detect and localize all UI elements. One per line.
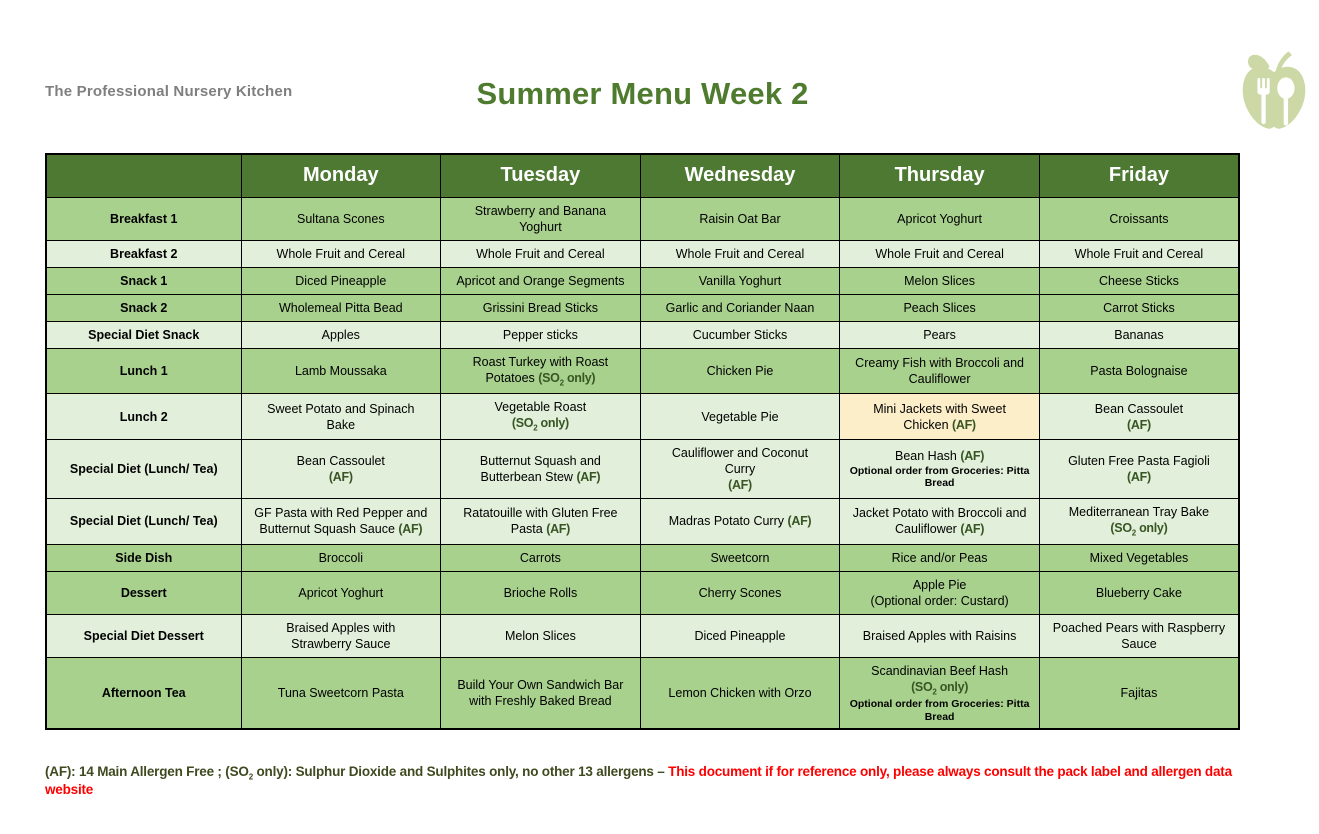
optional-order-note: Optional order from Groceries: Pitta Bread xyxy=(849,465,1030,490)
menu-cell: Pears xyxy=(840,321,1040,348)
row-label: Snack 2 xyxy=(46,294,241,321)
allergen-free-tag: (AF) xyxy=(960,522,985,537)
menu-cell: Carrots xyxy=(441,544,641,571)
allergen-free-tag: (AF) xyxy=(1127,417,1151,432)
menu-cell: Diced Pineapple xyxy=(640,614,840,657)
allergen-key-text: (AF): 14 Main Allergen Free ; ($SO_2$ only): Sulphur Dioxide and Sulphites only, no other 13 allergens – xyxy=(45,764,669,782)
so2-only-tag: ($SO_2$ only) xyxy=(1110,520,1168,538)
menu-table xyxy=(45,153,1240,730)
allergen-free-tag: (AF) xyxy=(960,449,985,464)
menu-cell: Cherry Scones xyxy=(640,571,840,614)
menu-cell: Tuna Sweetcorn Pasta xyxy=(241,657,441,728)
allergen-free-tag: (AF) xyxy=(1127,469,1151,484)
so2-only-tag: ($SO_2$ only) xyxy=(538,370,596,387)
menu-cell: Madras Potato Curry (AF) xyxy=(640,498,840,544)
menu-table-header xyxy=(46,154,1239,197)
allergen-free-tag: (AF) xyxy=(952,417,976,432)
optional-order-note: Optional order from Groceries: Pitta Bread xyxy=(849,698,1030,723)
day-header-tuesday: Tuesday xyxy=(441,154,641,197)
menu-cell: Fajitas xyxy=(1039,657,1239,728)
row-label: Breakfast 1 xyxy=(46,197,241,240)
menu-cell: Creamy Fish with Broccoli and Cauliflower xyxy=(840,348,1040,394)
menu-cell: Jacket Potato with Broccoli and Cauliflower (AF) xyxy=(840,498,1040,544)
menu-cell: Melon Slices xyxy=(840,267,1040,294)
menu-cell: Carrot Sticks xyxy=(1039,294,1239,321)
menu-cell: GF Pasta with Red Pepper and Butternut Squash Sauce (AF) xyxy=(241,498,441,544)
allergen-free-tag: (AF) xyxy=(546,522,570,537)
menu-cell: Butternut Squash and Butterbean Stew (AF) xyxy=(441,439,641,498)
allergen-free-tag: (AF) xyxy=(787,514,812,529)
menu-row xyxy=(46,657,1239,728)
menu-cell: Mediterranean Tray Bake ($SO_2$ only) xyxy=(1039,498,1239,544)
row-label: Special Diet Snack xyxy=(46,321,241,348)
menu-cell: Sweetcorn xyxy=(640,544,840,571)
allergen-free-tag: (AF) xyxy=(576,469,601,484)
menu-cell: Sweet Potato and Spinach Bake xyxy=(241,394,441,440)
row-label: Afternoon Tea xyxy=(46,657,241,728)
page-title: Summer Menu Week 2 xyxy=(476,76,809,111)
menu-cell: Mini Jackets with Sweet Chicken (AF) xyxy=(840,394,1040,440)
row-label: Dessert xyxy=(46,571,241,614)
menu-cell: Brioche Rolls xyxy=(441,571,641,614)
menu-cell: Cauliflower and Coconut Curry (AF) xyxy=(640,439,840,498)
menu-cell: Bean Hash (AF) Optional order from Groceries: Pitta Bread xyxy=(840,439,1040,498)
menu-cell: Diced Pineapple xyxy=(241,267,441,294)
allergen-footnote xyxy=(45,764,1275,797)
menu-cell: Whole Fruit and Cereal xyxy=(1039,240,1239,267)
menu-cell: Cheese Sticks xyxy=(1039,267,1239,294)
menu-cell: Whole Fruit and Cereal xyxy=(241,240,441,267)
allergen-free-tag: (AF) xyxy=(328,469,353,484)
menu-cell: Gluten Free Pasta Fagioli (AF) xyxy=(1039,439,1239,498)
menu-cell: Vanilla Yoghurt xyxy=(640,267,840,294)
menu-cell: Whole Fruit and Cereal xyxy=(640,240,840,267)
menu-cell: Lemon Chicken with Orzo xyxy=(640,657,840,728)
menu-cell: Broccoli xyxy=(241,544,441,571)
row-label: Special Diet Dessert xyxy=(46,614,241,657)
menu-cell: Lamb Moussaka xyxy=(241,348,441,394)
menu-row xyxy=(46,321,1239,348)
menu-cell: Roast Turkey with Roast Potatoes ($SO_2$ only) xyxy=(441,348,641,394)
menu-row xyxy=(46,544,1239,571)
row-label: Lunch 2 xyxy=(46,394,241,440)
menu-row xyxy=(46,498,1239,544)
menu-cell: Braised Apples with Strawberry Sauce xyxy=(241,614,441,657)
menu-cell: Blueberry Cake xyxy=(1039,571,1239,614)
menu-row xyxy=(46,394,1239,440)
reference-warning-text: This document if for reference only, please always consult the pack label and allergen data website xyxy=(45,764,1232,797)
corner-header-cell xyxy=(46,154,241,197)
menu-cell: Build Your Own Sandwich Bar with Freshly Baked Bread xyxy=(441,657,641,728)
menu-row xyxy=(46,267,1239,294)
menu-table-body xyxy=(46,197,1239,729)
brand-name: The Professional Nursery Kitchen xyxy=(45,83,293,100)
menu-cell: Sultana Scones xyxy=(241,197,441,240)
menu-row xyxy=(46,197,1239,240)
menu-cell: Pasta Bolognaise xyxy=(1039,348,1239,394)
day-header-friday: Friday xyxy=(1039,154,1239,197)
menu-cell: Raisin Oat Bar xyxy=(640,197,840,240)
menu-cell: Bean Cassoulet (AF) xyxy=(241,439,441,498)
menu-cell: Melon Slices xyxy=(441,614,641,657)
menu-cell: Braised Apples with Raisins xyxy=(840,614,1040,657)
menu-row xyxy=(46,294,1239,321)
menu-row xyxy=(46,348,1239,394)
menu-cell: Apricot Yoghurt xyxy=(840,197,1040,240)
row-label: Breakfast 2 xyxy=(46,240,241,267)
menu-cell: Apple Pie (Optional order: Custard) xyxy=(840,571,1040,614)
menu-cell: Croissants xyxy=(1039,197,1239,240)
menu-cell: Bean Cassoulet (AF) xyxy=(1039,394,1239,440)
menu-cell: Vegetable Roast ($SO_2$ only) xyxy=(441,394,641,440)
menu-row xyxy=(46,240,1239,267)
menu-row xyxy=(46,571,1239,614)
day-header-wednesday: Wednesday xyxy=(640,154,840,197)
so2-only-tag: ($SO_2$ only) xyxy=(911,679,969,697)
row-label: Snack 1 xyxy=(46,267,241,294)
menu-cell: Apples xyxy=(241,321,441,348)
row-label: Side Dish xyxy=(46,544,241,571)
allergen-free-tag: (AF) xyxy=(398,522,423,537)
menu-cell: Apricot and Orange Segments xyxy=(441,267,641,294)
apple-cutlery-logo-icon xyxy=(1238,40,1310,142)
menu-cell: Chicken Pie xyxy=(640,348,840,394)
row-label: Lunch 1 xyxy=(46,348,241,394)
menu-cell: Garlic and Coriander Naan xyxy=(640,294,840,321)
menu-row xyxy=(46,439,1239,498)
menu-cell: Whole Fruit and Cereal xyxy=(441,240,641,267)
menu-row xyxy=(46,614,1239,657)
menu-cell: Whole Fruit and Cereal xyxy=(840,240,1040,267)
menu-cell: Apricot Yoghurt xyxy=(241,571,441,614)
menu-cell: Bananas xyxy=(1039,321,1239,348)
menu-cell: Peach Slices xyxy=(840,294,1040,321)
day-header-row xyxy=(46,154,1239,197)
row-label: Special Diet (Lunch/ Tea) xyxy=(46,439,241,498)
menu-cell: Rice and/or Peas xyxy=(840,544,1040,571)
menu-cell: Ratatouille with Gluten Free Pasta (AF) xyxy=(441,498,641,544)
so2-only-tag: ($SO_2$ only) xyxy=(511,416,569,433)
menu-cell: Wholemeal Pitta Bead xyxy=(241,294,441,321)
day-header-monday: Monday xyxy=(241,154,441,197)
menu-cell: Pepper sticks xyxy=(441,321,641,348)
menu-cell: Strawberry and Banana Yoghurt xyxy=(441,197,641,240)
row-label: Special Diet (Lunch/ Tea) xyxy=(46,498,241,544)
menu-cell: Mixed Vegetables xyxy=(1039,544,1239,571)
day-header-thursday: Thursday xyxy=(840,154,1040,197)
menu-cell: Grissini Bread Sticks xyxy=(441,294,641,321)
menu-cell: Vegetable Pie xyxy=(640,394,840,440)
allergen-free-tag: (AF) xyxy=(728,477,752,492)
menu-cell: Poached Pears with Raspberry Sauce xyxy=(1039,614,1239,657)
menu-cell: Scandinavian Beef Hash ($SO_2$ only) Optional order from Groceries: Pitta Bread xyxy=(840,657,1040,728)
menu-cell: Cucumber Sticks xyxy=(640,321,840,348)
